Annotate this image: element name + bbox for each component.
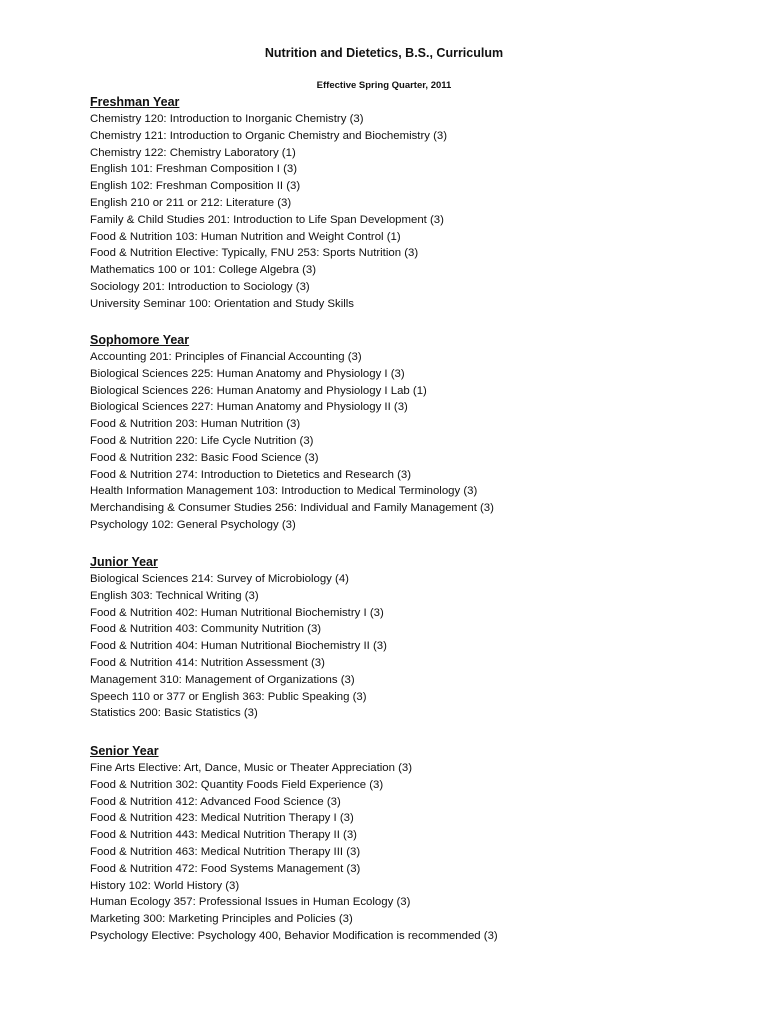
section-senior-year: [90, 743, 730, 945]
course-item: Psychology Elective: Psychology 400, Behavior Modification is recommended (3): [90, 929, 498, 942]
section-sophomore-year: [90, 332, 730, 534]
course-item: Biological Sciences 225: Human Anatomy and Physiology I (3): [90, 367, 405, 380]
course-item: Biological Sciences 226: Human Anatomy and Physiology I Lab (1): [90, 384, 427, 397]
course-item: Food & Nutrition 472: Food Systems Management (3): [90, 862, 361, 875]
course-item: Food & Nutrition 412: Advanced Food Science (3): [90, 795, 341, 808]
section-freshman-year: [90, 94, 730, 313]
course-item: Food & Nutrition 463: Medical Nutrition Therapy III (3): [90, 845, 361, 858]
course-item: Biological Sciences 227: Human Anatomy and Physiology II (3): [90, 401, 408, 414]
course-list: [90, 349, 730, 534]
course-item: Food & Nutrition 232: Basic Food Science (3): [90, 451, 319, 464]
course-item: Marketing 300: Marketing Principles and Policies (3): [90, 913, 353, 926]
section-heading: Sophomore Year: [90, 333, 190, 347]
course-item: Health Information Management 103: Introduction to Medical Terminology (3): [90, 485, 478, 498]
course-item: Psychology 102: General Psychology (3): [90, 518, 296, 531]
section-junior-year: [90, 554, 730, 722]
course-item: Management 310: Management of Organizations (3): [90, 673, 355, 686]
course-item: Chemistry 120: Introduction to Inorganic Chemistry (3): [90, 113, 364, 125]
course-item: Food & Nutrition 443: Medical Nutrition Therapy II (3): [90, 829, 357, 842]
course-item: English 102: Freshman Composition II (3): [90, 180, 301, 193]
course-item: English 101: Freshman Composition I (3): [90, 163, 298, 176]
course-item: Food & Nutrition Elective: Typically, FNU 253: Sports Nutrition (3): [90, 247, 419, 260]
course-item: Food & Nutrition 403: Community Nutrition (3): [90, 623, 322, 636]
course-item: University Seminar 100: Orientation and Study Skills: [90, 297, 355, 310]
course-item: Statistics 200: Basic Statistics (3): [90, 707, 258, 720]
course-list: [90, 571, 730, 722]
course-item: Accounting 201: Principles of Financial Accounting (3): [90, 351, 362, 363]
document-title: Nutrition and Dietetics, B.S., Curriculum: [264, 46, 504, 60]
course-item: Food & Nutrition 220: Life Cycle Nutrition (3): [90, 434, 314, 447]
course-item: Family & Child Studies 201: Introduction to Life Span Development (3): [90, 213, 444, 226]
course-item: Chemistry 122: Chemistry Laboratory (1): [90, 146, 296, 159]
course-item: Sociology 201: Introduction to Sociology (3): [90, 280, 310, 293]
course-item: Food & Nutrition 404: Human Nutritional Biochemistry II (3): [90, 640, 387, 653]
course-item: Food & Nutrition 203: Human Nutrition (3): [90, 418, 301, 431]
course-item: Human Ecology 357: Professional Issues in Human Ecology (3): [90, 896, 411, 909]
course-item: Fine Arts Elective: Art, Dance, Music or Theater Appreciation (3): [90, 762, 413, 774]
course-item: English 210 or 211 or 212: Literature (3): [90, 196, 292, 209]
course-item: Food & Nutrition 414: Nutrition Assessment (3): [90, 656, 325, 669]
course-item: Food & Nutrition 103: Human Nutrition and Weight Control (1): [90, 230, 401, 243]
section-heading: Freshman Year: [90, 95, 180, 109]
section-heading: Junior Year: [90, 555, 158, 569]
course-item: Mathematics 100 or 101: College Algebra (3): [90, 264, 317, 277]
course-list: [90, 111, 730, 313]
course-list: [90, 760, 730, 945]
section-heading: Senior Year: [90, 744, 159, 758]
course-item: Food & Nutrition 423: Medical Nutrition Therapy I (3): [90, 812, 354, 825]
course-item: Food & Nutrition 402: Human Nutritional Biochemistry I (3): [90, 606, 384, 619]
course-item: Food & Nutrition 302: Quantity Foods Field Experience (3): [90, 778, 384, 791]
course-item: English 303: Technical Writing (3): [90, 589, 259, 602]
course-item: Chemistry 121: Introduction to Organic Chemistry and Biochemistry (3): [90, 129, 448, 142]
document-subtitle: Effective Spring Quarter, 2011: [316, 80, 452, 91]
course-item: Food & Nutrition 274: Introduction to Dietetics and Research (3): [90, 468, 412, 481]
course-item: Merchandising & Consumer Studies 256: Individual and Family Management (3): [90, 502, 494, 515]
course-item: Biological Sciences 214: Survey of Microbiology (4): [90, 573, 349, 585]
course-item: History 102: World History (3): [90, 879, 240, 892]
course-item: Speech 110 or 377 or English 363: Public Speaking (3): [90, 690, 367, 703]
